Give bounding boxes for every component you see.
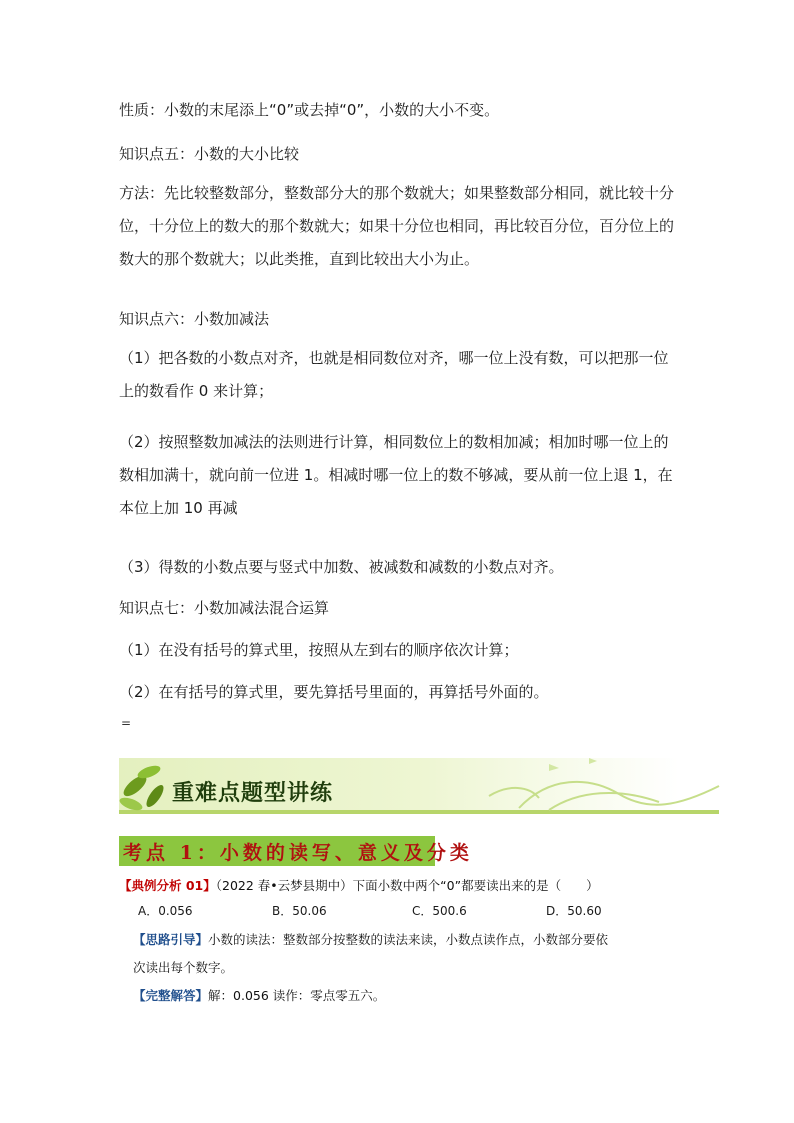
separator-mark: = (121, 716, 132, 730)
example-question: （2022 春•云梦县期中）下面小数中两个“0”都要读出来的是（ ） (215, 878, 599, 893)
rule-7-2: （2）在有括号的算式里，要先算括号里面的，再算括号外面的。 (119, 683, 549, 701)
option-a: A．0.056 (138, 904, 193, 918)
option-b: B．50.06 (272, 904, 327, 918)
answer-line (133, 984, 385, 1008)
hint-line-1 (133, 928, 608, 952)
rule-6-3: （3）得数的小数点要与竖式中加数、被减数和减数的小数点对齐。 (119, 558, 564, 576)
banner-title: 重难点题型讲练 (172, 781, 334, 806)
hint-text-1: 小数的读法：整数部分按整数的读法来读，小数点读作点，小数部分要依 (208, 932, 609, 947)
options-row (138, 902, 602, 919)
answer-tag: 【完整解答】 (133, 988, 209, 1003)
example-line (119, 874, 599, 898)
answer-text: 解：0.056 读作：零点零五六。 (208, 988, 386, 1003)
rule-6-2: （2）按照整数加减法的法则进行计算，相同数位上的数相加减；相加时哪一位上的数相加满十，就向前一位进 1。相减时哪一位上的数不够减，要从前一位上退 1，在本位上加 10 再减 (119, 433, 673, 517)
option-d: D．50.60 (546, 904, 602, 918)
heading-knowledge-6: 知识点六：小数加减法 (119, 310, 270, 328)
hint-tag: 【思路引导】 (133, 932, 209, 947)
method-text: 方法：先比较整数部分，整数部分大的那个数就大；如果整数部分相同，就比较十分位，十分位上的数大的那个数就大；如果十分位也相同，再比较百分位，百分位上的数大的那个数就大；以此类推，直到比较出大小为止。 (119, 184, 675, 268)
heading-knowledge-7: 知识点七：小数加减法混合运算 (119, 599, 330, 617)
example-tag: 【典例分析 01】 (119, 878, 216, 893)
rule-6-1: （1）把各数的小数点对齐，也就是相同数位对齐，哪一位上没有数，可以把那一位上的数看作 0 来计算； (119, 349, 669, 400)
property-text: 性质：小数的末尾添上“0”或去掉“0”，小数的大小不变。 (119, 101, 500, 119)
hint-text-2: 次读出每个数字。 (133, 960, 234, 975)
rule-7-1: （1）在没有括号的算式里，按照从左到右的顺序依次计算； (119, 641, 519, 659)
option-c: C．500.6 (412, 904, 467, 918)
section-title: 考点 1：小数的读写、意义及分类 (123, 842, 473, 864)
heading-knowledge-5: 知识点五：小数的大小比较 (119, 145, 300, 163)
